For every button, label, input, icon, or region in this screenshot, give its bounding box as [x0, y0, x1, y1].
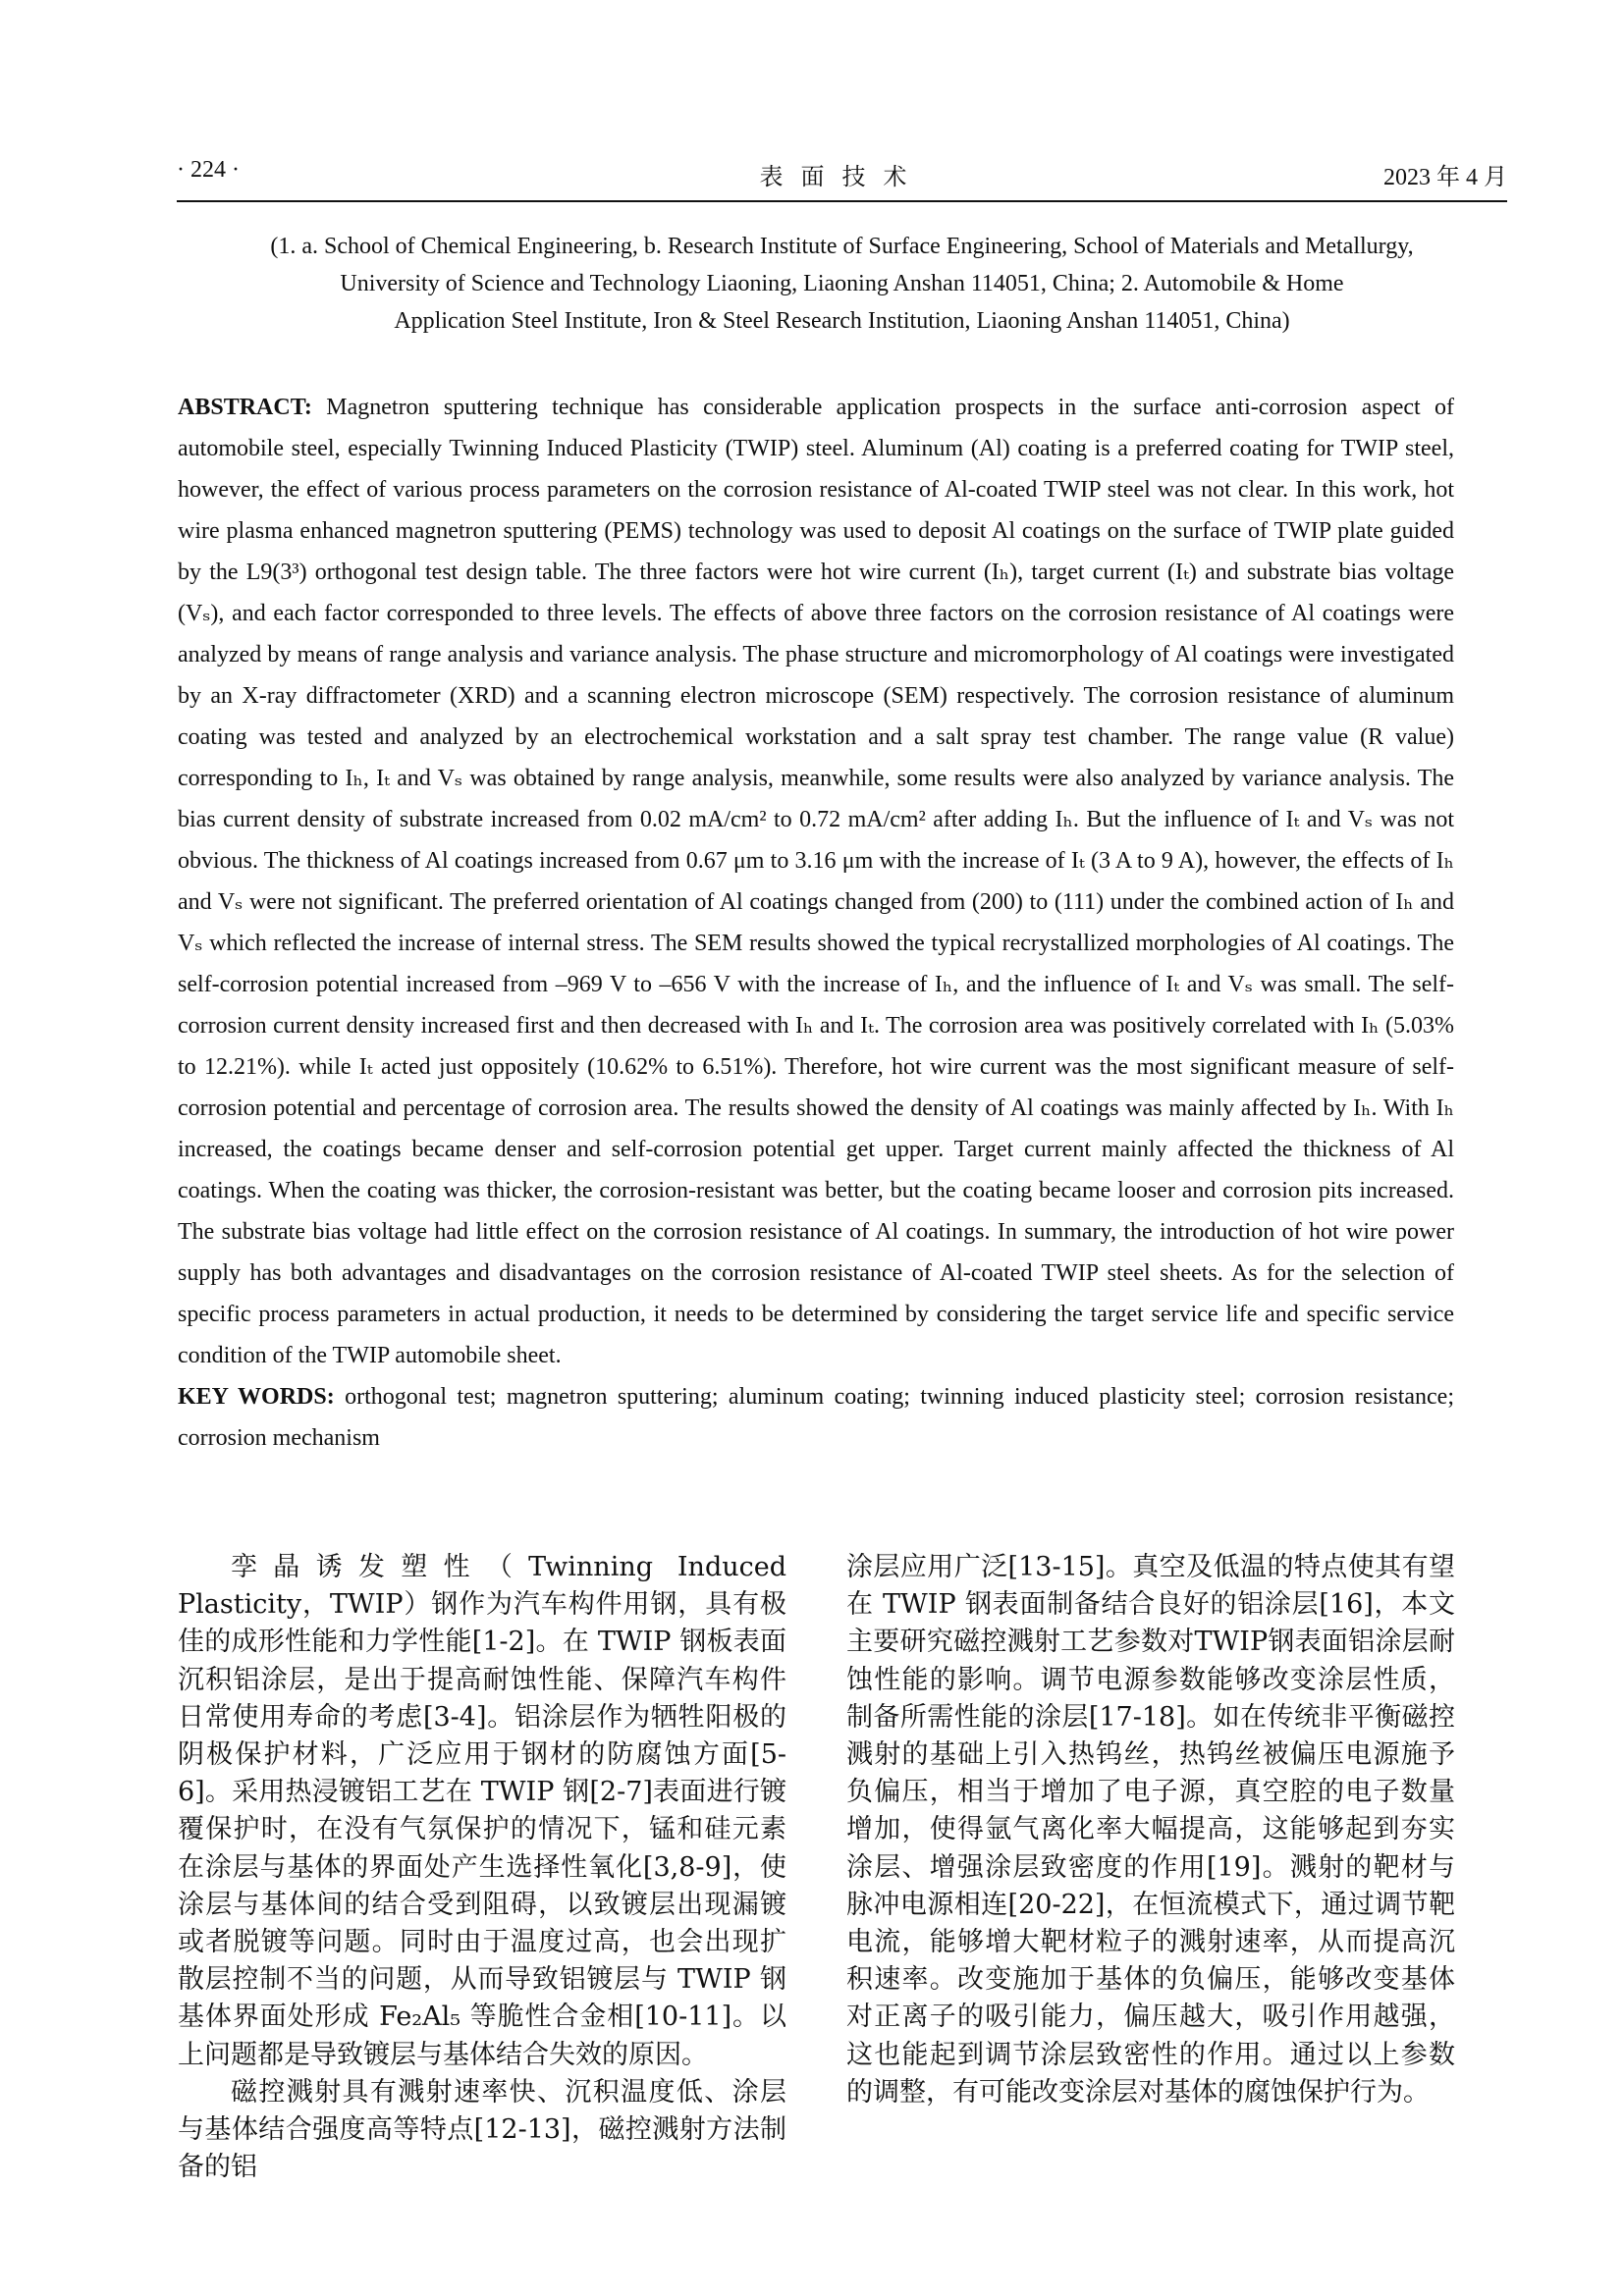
- header-rule: [177, 200, 1507, 202]
- body-paragraph: 涂层应用广泛[13-15]。真空及低温的特点使其有望在 TWIP 钢表面制备结合良好的铝涂层[16]，本文主要研究磁控溅射工艺参数对TWIP钢表面铝涂层耐蚀性能的影响。调节电源参数能够改变涂层性质，制备所需性能的涂层[17-18]。如在传统非平衡磁控溅射的基础上引入热钨丝，热钨丝被偏压电源施予负偏压，相当于增加了电子源，真空腔的电子数量增加，使得氩气离化率大幅提高，这能够起到夯实涂层、增强涂层致密度的作用[19]。溅射的靶材与脉冲电源相连[20-22]，在恒流模式下，通过调节靶电流，能够增大靶材粒子的溅射速率，从而提高沉积速率。改变施加于基体的负偏压，能够改变基体对正离子的吸引能力，偏压越大，吸引作用越强，这也能起到调节涂层致密性的作用。通过以上参数的调整，有可能改变涂层对基体的腐蚀保护行为。: [846, 1552, 1455, 2108]
- affiliation-line: University of Science and Technology Liaoning, Liaoning Anshan 114051, China; 2. Automobile & Home: [340, 271, 1344, 296]
- running-header: [177, 157, 1507, 196]
- affiliation-line: (1. a. School of Chemical Engineering, b. Research Institute of Surface Engineering, School of Materials and Metallurgy,: [270, 234, 1414, 259]
- abstract-label: ABSTRACT:: [178, 395, 312, 420]
- keywords-text: orthogonal test; magnetron sputtering; aluminum coating; twinning induced plasticity steel; corrosion resistance; corrosion mechanism: [178, 1384, 1454, 1451]
- abstract-section: [178, 387, 1454, 1459]
- keywords-paragraph: [178, 1376, 1454, 1459]
- affiliation-line: Application Steel Institute, Iron & Steel Research Institution, Liaoning Anshan 114051, China): [394, 308, 1290, 334]
- abstract-paragraph: [178, 387, 1454, 1376]
- journal-title: 表面技术: [759, 165, 925, 190]
- keywords-label: KEY WORDS:: [178, 1384, 335, 1410]
- abstract-text: Magnetron sputtering technique has considerable application prospects in the surface anti-corrosion aspect of automobile steel, especially Twinning Induced Plasticity (TWIP) steel. Aluminum (Al) coating is a preferred coating for TWIP steel, however, the effect of various process parameters on the corrosion resistance of Al-coated TWIP steel was not clear. In this work, hot wire plasma enhanced magnetron sputtering (PEMS) technology was used to deposit Al coatings on the surface of TWIP plate guided by the L9(3³) orthogonal test design table. The three factors were hot wire current (Iₕ), target current (Iₜ) and substrate bias voltage (Vₛ), and each factor corresponded to three levels. The effects of above three factors on the corrosion resistance of Al coatings were analyzed by means of range analysis and variance analysis. The phase structure and micromorphology of Al coatings were investigated by an X-ray diffractometer (XRD) and a scanning electron microscope (SEM) respectively. The corrosion resistance of aluminum coating was tested and analyzed by an electrochemical workstation and a salt spray test chamber. The range value (R value) corresponding to Iₕ, Iₜ and Vₛ was obtained by range analysis, meanwhile, some results were also analyzed by variance analysis. The bias current density of substrate increased from 0.02 mA/cm² to 0.72 mA/cm² after adding Iₕ. But the influence of Iₜ and Vₛ was not obvious. The thickness of Al coatings increased from 0.67 μm to 3.16 μm with the increase of Iₜ (3 A to 9 A), however, the effects of Iₕ and Vₛ were not significant. The preferred orientation of Al coatings changed from (200) to (111) under the combined action of Iₕ and Vₛ which reflected the increase of internal stress. The SEM results showed the typical recrystallized morphologies of Al coatings. The self-corrosion potential increased from –969 V to –656 V with the increase of Iₕ, and the influence of Iₜ and Vₛ was small. The self-corrosion current density increased first and then decreased with Iₕ and Iₜ. The corrosion area was positively correlated with Iₕ (5.03% to 12.21%). while Iₜ acted just oppositely (10.62% to 6.51%). Therefore, hot wire current was the most significant measure of self-corrosion potential and percentage of corrosion area. The results showed the density of Al coatings was mainly affected by Iₕ. With Iₕ increased, the coatings became denser and self-corrosion potential get upper. Target current mainly affected the thickness of Al coatings. When the coating was thicker, the corrosion-resistant was better, but the coating became looser and corrosion pits increased. The substrate bias voltage had little effect on the corrosion resistance of Al coatings. In summary, the introduction of hot wire power supply has both advantages and disadvantages on the corrosion resistance of Al-coated TWIP steel sheets. As for the selection of specific process parameters in actual production, it needs to be determined by considering the target service life and specific service condition of the TWIP automobile sheet.: [178, 395, 1455, 1368]
- body-column-right: [846, 1549, 1455, 2111]
- page-number: · 224 ·: [177, 157, 240, 183]
- body-paragraph: 孪晶诱发塑性（Twinning Induced Plasticity，TWIP）钢作为汽车构件用钢，具有极佳的成形性能和力学性能[1-2]。在 TWIP 钢板表面沉积铝涂层，是出于提高耐蚀性能、保障汽车构件日常使用寿命的考虑[3-4]。铝涂层作为牺牲阳极的阴极保护材料，广泛应用于钢材的防腐蚀方面[5-6]。采用热浸镀铝工艺在 TWIP 钢[2-7]表面进行镀覆保护时，在没有气氛保护的情况下，锰和硅元素在涂层与基体的界面处产生选择性氧化[3,8-9]，使涂层与基体间的结合受到阻碍，以致镀层出现漏镀或者脱镀等问题。同时由于温度过高，也会出现扩散层控制不当的问题，从而导致铝镀层与 TWIP 钢基体界面处形成 Fe₂Al₅ 等脆性合金相[10-11]。以上问题都是导致镀层与基体结合失效的原因。: [178, 1552, 786, 2070]
- issue-date: 2023 年 4 月: [1383, 165, 1507, 190]
- body-column-left: [178, 1549, 786, 2186]
- affiliation-block: [177, 228, 1507, 340]
- body-paragraph: 磁控溅射具有溅射速率快、沉积温度低、涂层与基体结合强度高等特点[12-13]，磁控溅射方法制备的铝: [178, 2076, 786, 2183]
